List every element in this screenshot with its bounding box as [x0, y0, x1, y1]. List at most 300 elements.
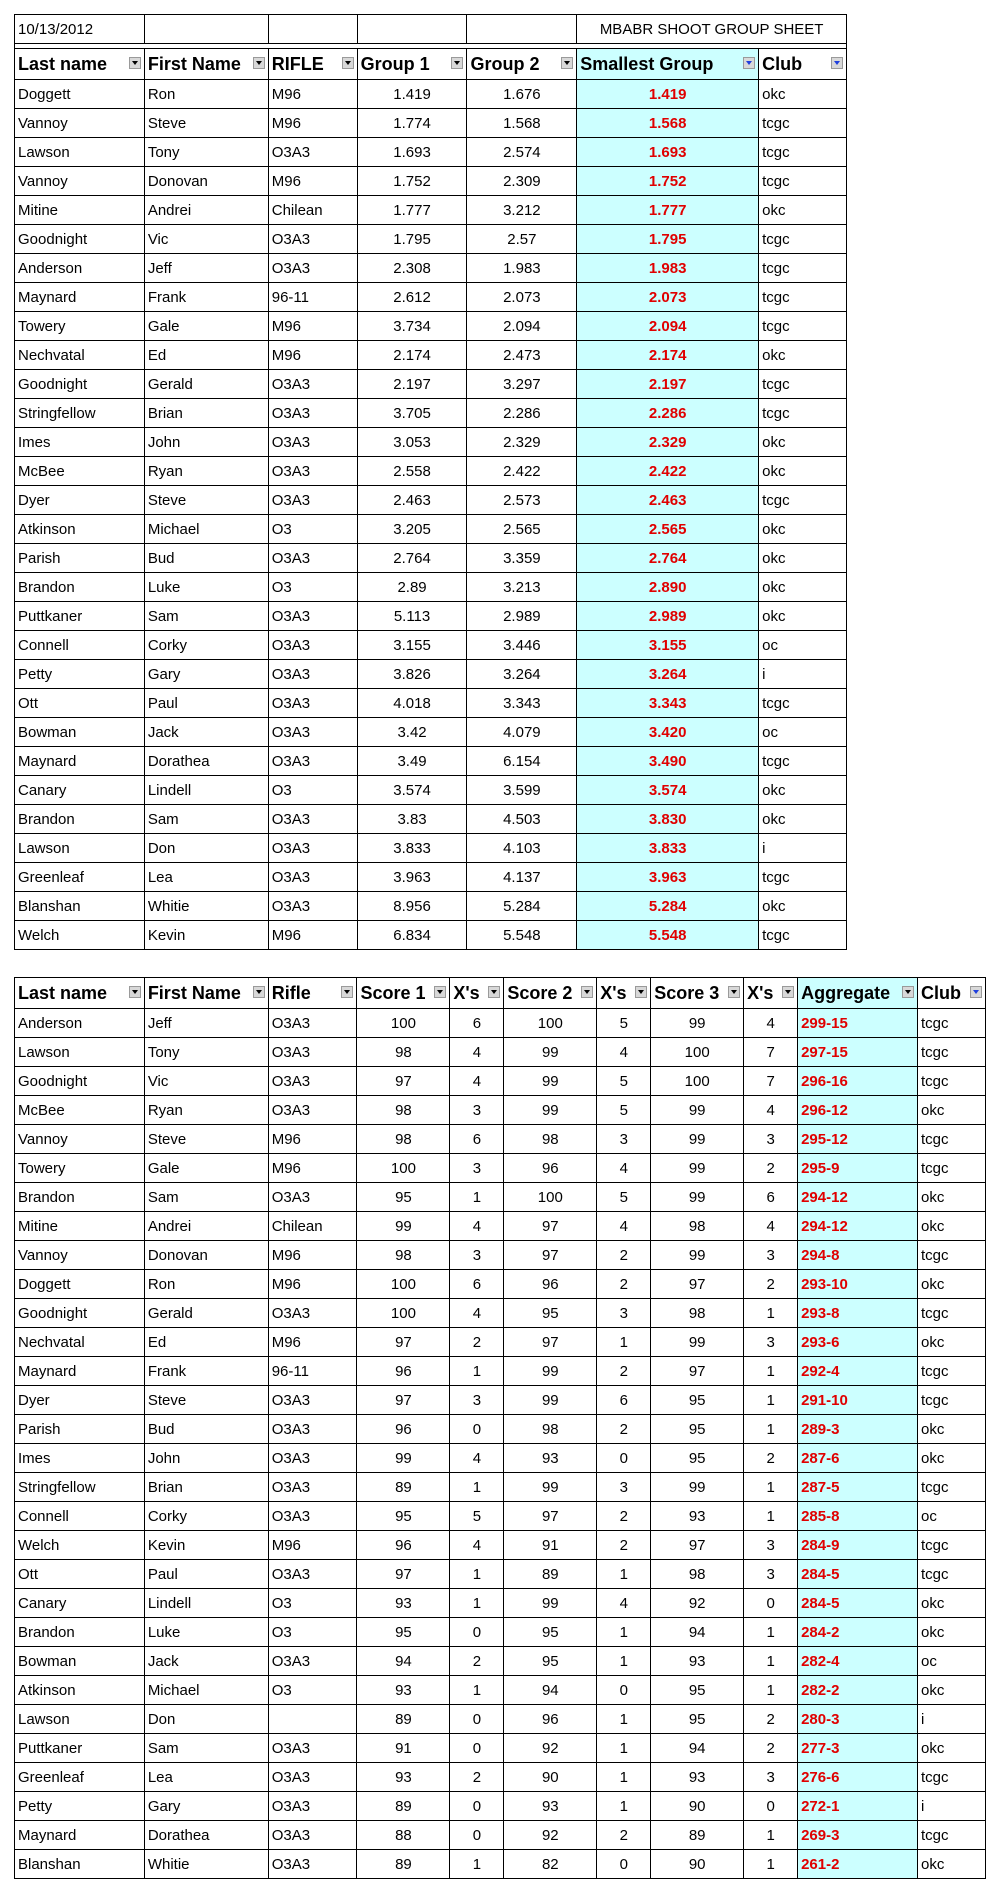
cell-club[interactable]: okc — [759, 457, 847, 486]
cell-aggregate[interactable]: 289-3 — [798, 1415, 918, 1444]
cell-smallest-group[interactable]: 2.197 — [577, 370, 759, 399]
cell-score-2[interactable]: 99 — [504, 1067, 597, 1096]
cell-last-name[interactable]: Greenleaf — [15, 863, 145, 892]
cell-last-name[interactable]: Puttkaner — [15, 1734, 145, 1763]
cell-club[interactable]: okc — [759, 544, 847, 573]
cell-xs-3[interactable]: 2 — [744, 1444, 798, 1473]
cell-rifle[interactable]: O3A3 — [268, 1415, 357, 1444]
cell-smallest-group[interactable]: 1.568 — [577, 109, 759, 138]
cell-last-name[interactable]: Maynard — [15, 1357, 145, 1386]
cell-score-2[interactable]: 97 — [504, 1502, 597, 1531]
cell-xs-3[interactable]: 2 — [744, 1734, 798, 1763]
cell-xs-3[interactable]: 2 — [744, 1270, 798, 1299]
cell-aggregate[interactable]: 284-5 — [798, 1589, 918, 1618]
cell-first-name[interactable]: Luke — [144, 1618, 268, 1647]
cell-club[interactable]: tcgc — [759, 138, 847, 167]
cell-xs-3[interactable]: 3 — [744, 1560, 798, 1589]
header-club[interactable]: Club — [917, 978, 985, 1009]
cell-aggregate[interactable]: 282-4 — [798, 1647, 918, 1676]
cell-score-2[interactable]: 82 — [504, 1850, 597, 1879]
cell-club[interactable]: tcgc — [759, 254, 847, 283]
cell-club[interactable]: tcgc — [917, 1067, 985, 1096]
cell-rifle[interactable]: O3A3 — [268, 747, 357, 776]
cell-score-3[interactable]: 100 — [651, 1067, 744, 1096]
cell-last-name[interactable]: Petty — [15, 660, 145, 689]
cell-club[interactable]: okc — [917, 1212, 985, 1241]
cell-last-name[interactable]: Lawson — [15, 834, 145, 863]
cell-xs-1[interactable]: 6 — [450, 1125, 504, 1154]
cell-aggregate[interactable]: 282-2 — [798, 1676, 918, 1705]
cell-xs-2[interactable]: 5 — [597, 1067, 651, 1096]
cell-xs-3[interactable]: 1 — [744, 1415, 798, 1444]
cell-club[interactable]: okc — [759, 341, 847, 370]
cell-rifle[interactable]: O3A3 — [268, 602, 357, 631]
cell-rifle[interactable]: O3A3 — [268, 1792, 357, 1821]
cell-club[interactable]: okc — [917, 1444, 985, 1473]
cell-first-name[interactable]: Lea — [144, 863, 268, 892]
cell-last-name[interactable]: Towery — [15, 312, 145, 341]
cell-aggregate[interactable]: 284-2 — [798, 1618, 918, 1647]
cell-smallest-group[interactable]: 1.795 — [577, 225, 759, 254]
cell-smallest-group[interactable]: 3.963 — [577, 863, 759, 892]
cell-rifle[interactable]: M96 — [268, 1270, 357, 1299]
cell-xs-3[interactable]: 3 — [744, 1125, 798, 1154]
cell-first-name[interactable]: Corky — [144, 1502, 268, 1531]
cell-xs-2[interactable]: 2 — [597, 1357, 651, 1386]
cell-last-name[interactable]: Imes — [15, 1444, 145, 1473]
cell-first-name[interactable]: Steve — [144, 486, 268, 515]
cell-last-name[interactable]: Goodnight — [15, 370, 145, 399]
cell-rifle[interactable]: O3A3 — [268, 1473, 357, 1502]
cell-xs-2[interactable]: 2 — [597, 1270, 651, 1299]
cell-xs-1[interactable]: 4 — [450, 1038, 504, 1067]
cell-first-name[interactable]: Corky — [144, 631, 268, 660]
cell-score-3[interactable]: 98 — [651, 1212, 744, 1241]
cell-rifle[interactable]: 96-11 — [268, 283, 357, 312]
cell-smallest-group[interactable]: 2.463 — [577, 486, 759, 515]
cell-club[interactable]: tcgc — [759, 283, 847, 312]
cell-score-3[interactable]: 97 — [651, 1270, 744, 1299]
cell-xs-1[interactable]: 1 — [450, 1473, 504, 1502]
cell-xs-1[interactable]: 1 — [450, 1589, 504, 1618]
cell-group-1[interactable]: 3.83 — [357, 805, 467, 834]
cell-rifle[interactable]: O3 — [268, 515, 357, 544]
cell-rifle[interactable]: O3A3 — [268, 805, 357, 834]
cell-first-name[interactable]: Ed — [144, 1328, 268, 1357]
header-score-1[interactable]: Score 1 — [357, 978, 450, 1009]
cell-score-3[interactable]: 98 — [651, 1299, 744, 1328]
cell-score-3[interactable]: 99 — [651, 1125, 744, 1154]
cell-xs-3[interactable]: 3 — [744, 1763, 798, 1792]
cell-score-1[interactable]: 89 — [357, 1850, 450, 1879]
cell-xs-2[interactable]: 1 — [597, 1763, 651, 1792]
cell-smallest-group[interactable]: 3.830 — [577, 805, 759, 834]
filter-dropdown-icon[interactable] — [635, 986, 647, 998]
cell-group-1[interactable]: 1.777 — [357, 196, 467, 225]
cell-first-name[interactable]: Steve — [144, 1386, 268, 1415]
cell-aggregate[interactable]: 287-5 — [798, 1473, 918, 1502]
cell-xs-1[interactable]: 3 — [450, 1241, 504, 1270]
cell-score-2[interactable]: 96 — [504, 1705, 597, 1734]
cell-smallest-group[interactable]: 3.574 — [577, 776, 759, 805]
cell-first-name[interactable]: Sam — [144, 602, 268, 631]
cell-first-name[interactable]: Sam — [144, 1734, 268, 1763]
cell-rifle[interactable]: O3A3 — [268, 457, 357, 486]
cell-score-3[interactable]: 95 — [651, 1386, 744, 1415]
cell-first-name[interactable]: Sam — [144, 1183, 268, 1212]
cell-xs-1[interactable]: 2 — [450, 1328, 504, 1357]
cell-group-2[interactable]: 2.286 — [467, 399, 577, 428]
cell-rifle[interactable]: O3 — [268, 776, 357, 805]
filter-dropdown-icon[interactable] — [129, 986, 141, 998]
cell-score-1[interactable]: 95 — [357, 1502, 450, 1531]
cell-first-name[interactable]: Ed — [144, 341, 268, 370]
cell-group-2[interactable]: 3.297 — [467, 370, 577, 399]
cell-rifle[interactable]: O3A3 — [268, 863, 357, 892]
cell-score-1[interactable]: 100 — [357, 1154, 450, 1183]
cell-group-1[interactable]: 1.419 — [357, 80, 467, 109]
cell-score-1[interactable]: 99 — [357, 1212, 450, 1241]
cell-last-name[interactable]: Welch — [15, 921, 145, 950]
cell-first-name[interactable]: Paul — [144, 1560, 268, 1589]
cell-group-2[interactable]: 2.422 — [467, 457, 577, 486]
cell-first-name[interactable]: John — [144, 428, 268, 457]
cell-club[interactable]: okc — [759, 573, 847, 602]
cell-rifle[interactable]: M96 — [268, 1241, 357, 1270]
cell-group-1[interactable]: 2.463 — [357, 486, 467, 515]
cell-group-1[interactable]: 3.826 — [357, 660, 467, 689]
cell-last-name[interactable]: Mitine — [15, 1212, 145, 1241]
cell-xs-3[interactable]: 3 — [744, 1531, 798, 1560]
cell-score-2[interactable]: 99 — [504, 1357, 597, 1386]
cell-xs-3[interactable]: 4 — [744, 1009, 798, 1038]
cell-aggregate[interactable]: 272-1 — [798, 1792, 918, 1821]
cell-aggregate[interactable]: 284-5 — [798, 1560, 918, 1589]
cell-rifle[interactable]: M96 — [268, 109, 357, 138]
cell-club[interactable]: i — [917, 1792, 985, 1821]
cell-club[interactable]: okc — [759, 515, 847, 544]
cell-score-1[interactable]: 93 — [357, 1676, 450, 1705]
cell-group-2[interactable]: 1.568 — [467, 109, 577, 138]
cell-smallest-group[interactable]: 2.073 — [577, 283, 759, 312]
cell-last-name[interactable]: Towery — [15, 1154, 145, 1183]
cell-last-name[interactable]: Anderson — [15, 254, 145, 283]
cell-rifle[interactable]: O3A3 — [268, 254, 357, 283]
cell-last-name[interactable]: Stringfellow — [15, 1473, 145, 1502]
cell-first-name[interactable]: Sam — [144, 805, 268, 834]
cell-xs-1[interactable]: 1 — [450, 1560, 504, 1589]
cell-score-3[interactable]: 92 — [651, 1589, 744, 1618]
cell-last-name[interactable]: Vannoy — [15, 1125, 145, 1154]
cell-score-3[interactable]: 99 — [651, 1154, 744, 1183]
cell-first-name[interactable]: Ryan — [144, 457, 268, 486]
cell-smallest-group[interactable]: 3.490 — [577, 747, 759, 776]
cell-group-2[interactable]: 2.57 — [467, 225, 577, 254]
cell-group-2[interactable]: 3.213 — [467, 573, 577, 602]
cell-xs-1[interactable]: 4 — [450, 1444, 504, 1473]
cell-xs-1[interactable]: 4 — [450, 1299, 504, 1328]
cell-xs-2[interactable]: 5 — [597, 1096, 651, 1125]
sort-filter-active-icon[interactable] — [743, 57, 755, 69]
cell-first-name[interactable]: Gerald — [144, 1299, 268, 1328]
cell-club[interactable]: okc — [759, 892, 847, 921]
cell-last-name[interactable]: Welch — [15, 1531, 145, 1560]
cell-last-name[interactable]: Canary — [15, 1589, 145, 1618]
cell-score-2[interactable]: 98 — [504, 1125, 597, 1154]
cell-xs-2[interactable]: 3 — [597, 1125, 651, 1154]
cell-group-1[interactable]: 4.018 — [357, 689, 467, 718]
cell-group-1[interactable]: 2.558 — [357, 457, 467, 486]
header-first-name[interactable]: First Name — [144, 978, 268, 1009]
cell-club[interactable]: okc — [759, 602, 847, 631]
cell-score-3[interactable]: 95 — [651, 1415, 744, 1444]
cell-xs-2[interactable]: 2 — [597, 1531, 651, 1560]
cell-score-1[interactable]: 93 — [357, 1589, 450, 1618]
cell-group-2[interactable]: 2.094 — [467, 312, 577, 341]
cell-last-name[interactable]: Canary — [15, 776, 145, 805]
cell-smallest-group[interactable]: 2.764 — [577, 544, 759, 573]
cell-xs-3[interactable]: 1 — [744, 1850, 798, 1879]
cell-last-name[interactable]: Atkinson — [15, 515, 145, 544]
cell-smallest-group[interactable]: 3.420 — [577, 718, 759, 747]
cell-first-name[interactable]: Gerald — [144, 370, 268, 399]
cell-group-2[interactable]: 4.079 — [467, 718, 577, 747]
cell-score-2[interactable]: 93 — [504, 1444, 597, 1473]
cell-rifle[interactable]: O3A3 — [268, 1850, 357, 1879]
header-smallest-group[interactable]: Smallest Group — [577, 49, 759, 80]
cell-club[interactable]: tcgc — [759, 370, 847, 399]
cell-smallest-group[interactable]: 2.329 — [577, 428, 759, 457]
cell-club[interactable]: okc — [917, 1270, 985, 1299]
cell-first-name[interactable]: Gary — [144, 1792, 268, 1821]
cell-rifle[interactable]: Chilean — [268, 1212, 357, 1241]
cell-xs-1[interactable]: 3 — [450, 1386, 504, 1415]
cell-group-2[interactable]: 2.073 — [467, 283, 577, 312]
cell-first-name[interactable]: Paul — [144, 689, 268, 718]
cell-rifle[interactable]: M96 — [268, 1154, 357, 1183]
cell-first-name[interactable]: Bud — [144, 1415, 268, 1444]
cell-group-1[interactable]: 6.834 — [357, 921, 467, 950]
cell-group-2[interactable]: 3.359 — [467, 544, 577, 573]
cell-last-name[interactable]: Goodnight — [15, 1299, 145, 1328]
cell-score-2[interactable]: 100 — [504, 1009, 597, 1038]
header-score-2[interactable]: Score 2 — [504, 978, 597, 1009]
filter-dropdown-icon[interactable] — [129, 57, 141, 69]
cell-club[interactable]: okc — [759, 80, 847, 109]
filter-dropdown-icon[interactable] — [434, 986, 446, 998]
cell-group-1[interactable]: 1.693 — [357, 138, 467, 167]
cell-smallest-group[interactable]: 5.284 — [577, 892, 759, 921]
cell-last-name[interactable]: Maynard — [15, 1821, 145, 1850]
cell-xs-2[interactable]: 0 — [597, 1850, 651, 1879]
cell-xs-1[interactable]: 4 — [450, 1067, 504, 1096]
cell-score-3[interactable]: 97 — [651, 1531, 744, 1560]
cell-last-name[interactable]: Atkinson — [15, 1676, 145, 1705]
cell-xs-1[interactable]: 3 — [450, 1096, 504, 1125]
cell-first-name[interactable]: Frank — [144, 1357, 268, 1386]
cell-first-name[interactable]: Don — [144, 834, 268, 863]
cell-xs-3[interactable]: 7 — [744, 1038, 798, 1067]
cell-group-1[interactable]: 3.42 — [357, 718, 467, 747]
cell-rifle[interactable]: O3A3 — [268, 544, 357, 573]
cell-xs-3[interactable]: 1 — [744, 1357, 798, 1386]
filter-dropdown-icon[interactable] — [581, 986, 593, 998]
cell-aggregate[interactable]: 291-10 — [798, 1386, 918, 1415]
cell-first-name[interactable]: Gale — [144, 312, 268, 341]
cell-xs-3[interactable]: 1 — [744, 1386, 798, 1415]
cell-rifle[interactable]: O3A3 — [268, 718, 357, 747]
cell-last-name[interactable]: Petty — [15, 1792, 145, 1821]
cell-first-name[interactable]: Jeff — [144, 254, 268, 283]
cell-group-1[interactable]: 5.113 — [357, 602, 467, 631]
cell-first-name[interactable]: Lea — [144, 1763, 268, 1792]
cell-club[interactable]: tcgc — [759, 863, 847, 892]
cell-group-1[interactable]: 2.308 — [357, 254, 467, 283]
cell-group-1[interactable]: 1.795 — [357, 225, 467, 254]
cell-xs-1[interactable]: 5 — [450, 1502, 504, 1531]
cell-xs-2[interactable]: 2 — [597, 1821, 651, 1850]
cell-smallest-group[interactable]: 3.833 — [577, 834, 759, 863]
cell-group-2[interactable]: 3.264 — [467, 660, 577, 689]
cell-score-2[interactable]: 98 — [504, 1415, 597, 1444]
cell-last-name[interactable]: Goodnight — [15, 1067, 145, 1096]
cell-aggregate[interactable]: 295-9 — [798, 1154, 918, 1183]
cell-score-1[interactable]: 98 — [357, 1125, 450, 1154]
cell-last-name[interactable]: Stringfellow — [15, 399, 145, 428]
cell-first-name[interactable]: Whitie — [144, 1850, 268, 1879]
header-rifle[interactable]: Rifle — [268, 978, 357, 1009]
cell-club[interactable]: tcgc — [917, 1763, 985, 1792]
cell-group-1[interactable]: 3.49 — [357, 747, 467, 776]
cell-xs-1[interactable]: 4 — [450, 1531, 504, 1560]
cell-rifle[interactable]: O3A3 — [268, 1299, 357, 1328]
cell-rifle[interactable]: O3 — [268, 1589, 357, 1618]
cell-rifle[interactable]: O3A3 — [268, 631, 357, 660]
cell-xs-3[interactable]: 0 — [744, 1589, 798, 1618]
cell-first-name[interactable]: Jack — [144, 718, 268, 747]
cell-score-3[interactable]: 90 — [651, 1850, 744, 1879]
cell-xs-3[interactable]: 0 — [744, 1792, 798, 1821]
cell-score-2[interactable]: 99 — [504, 1096, 597, 1125]
cell-score-1[interactable]: 97 — [357, 1067, 450, 1096]
cell-score-3[interactable]: 93 — [651, 1763, 744, 1792]
cell-score-1[interactable]: 100 — [357, 1270, 450, 1299]
cell-last-name[interactable]: Blanshan — [15, 892, 145, 921]
filter-dropdown-icon[interactable] — [341, 986, 353, 998]
cell-rifle[interactable]: O3A3 — [268, 1444, 357, 1473]
cell-group-1[interactable]: 3.574 — [357, 776, 467, 805]
cell-last-name[interactable]: Brandon — [15, 1618, 145, 1647]
cell-score-2[interactable]: 99 — [504, 1589, 597, 1618]
header-club[interactable]: Club — [759, 49, 847, 80]
cell-group-1[interactable]: 2.197 — [357, 370, 467, 399]
cell-score-2[interactable]: 95 — [504, 1647, 597, 1676]
cell-first-name[interactable]: Vic — [144, 225, 268, 254]
cell-xs-2[interactable]: 4 — [597, 1589, 651, 1618]
cell-smallest-group[interactable]: 3.155 — [577, 631, 759, 660]
cell-rifle[interactable] — [268, 1705, 357, 1734]
cell-xs-2[interactable]: 1 — [597, 1618, 651, 1647]
cell-first-name[interactable]: Michael — [144, 1676, 268, 1705]
cell-aggregate[interactable]: 294-12 — [798, 1212, 918, 1241]
cell-club[interactable]: okc — [759, 805, 847, 834]
cell-score-1[interactable]: 98 — [357, 1241, 450, 1270]
cell-xs-1[interactable]: 4 — [450, 1212, 504, 1241]
cell-xs-3[interactable]: 1 — [744, 1647, 798, 1676]
cell-aggregate[interactable]: 261-2 — [798, 1850, 918, 1879]
cell-club[interactable]: tcgc — [917, 1038, 985, 1067]
cell-club[interactable]: tcgc — [917, 1154, 985, 1183]
cell-club[interactable]: tcgc — [759, 921, 847, 950]
cell-rifle[interactable]: O3 — [268, 1618, 357, 1647]
cell-group-1[interactable]: 3.705 — [357, 399, 467, 428]
cell-score-2[interactable]: 97 — [504, 1328, 597, 1357]
header-xs-2[interactable]: X's — [597, 978, 651, 1009]
cell-score-2[interactable]: 99 — [504, 1473, 597, 1502]
cell-first-name[interactable]: Ron — [144, 1270, 268, 1299]
cell-club[interactable]: i — [759, 834, 847, 863]
cell-club[interactable]: tcgc — [759, 486, 847, 515]
cell-rifle[interactable]: O3A3 — [268, 1096, 357, 1125]
cell-first-name[interactable]: Andrei — [144, 196, 268, 225]
cell-xs-2[interactable]: 4 — [597, 1212, 651, 1241]
cell-smallest-group[interactable]: 1.693 — [577, 138, 759, 167]
cell-xs-2[interactable]: 1 — [597, 1734, 651, 1763]
cell-aggregate[interactable]: 293-8 — [798, 1299, 918, 1328]
cell-score-1[interactable]: 97 — [357, 1386, 450, 1415]
cell-last-name[interactable]: Imes — [15, 428, 145, 457]
cell-score-1[interactable]: 96 — [357, 1415, 450, 1444]
cell-first-name[interactable]: Brian — [144, 399, 268, 428]
cell-first-name[interactable]: Lindell — [144, 776, 268, 805]
cell-smallest-group[interactable]: 1.419 — [577, 80, 759, 109]
cell-score-3[interactable]: 94 — [651, 1734, 744, 1763]
cell-first-name[interactable]: Gary — [144, 660, 268, 689]
cell-xs-1[interactable]: 0 — [450, 1734, 504, 1763]
cell-club[interactable]: okc — [917, 1096, 985, 1125]
cell-score-2[interactable]: 99 — [504, 1038, 597, 1067]
cell-club[interactable]: tcgc — [759, 225, 847, 254]
cell-first-name[interactable]: Dorathea — [144, 747, 268, 776]
cell-smallest-group[interactable]: 2.565 — [577, 515, 759, 544]
cell-smallest-group[interactable]: 2.286 — [577, 399, 759, 428]
cell-smallest-group[interactable]: 2.989 — [577, 602, 759, 631]
cell-aggregate[interactable]: 280-3 — [798, 1705, 918, 1734]
cell-xs-3[interactable]: 3 — [744, 1328, 798, 1357]
cell-last-name[interactable]: Blanshan — [15, 1850, 145, 1879]
cell-xs-2[interactable]: 5 — [597, 1009, 651, 1038]
cell-club[interactable]: tcgc — [759, 312, 847, 341]
cell-rifle[interactable]: O3A3 — [268, 834, 357, 863]
cell-group-2[interactable]: 4.137 — [467, 863, 577, 892]
cell-score-2[interactable]: 97 — [504, 1241, 597, 1270]
cell-last-name[interactable]: Connell — [15, 1502, 145, 1531]
cell-first-name[interactable]: Andrei — [144, 1212, 268, 1241]
cell-score-3[interactable]: 93 — [651, 1502, 744, 1531]
cell-club[interactable]: tcgc — [917, 1473, 985, 1502]
cell-last-name[interactable]: Connell — [15, 631, 145, 660]
cell-aggregate[interactable]: 277-3 — [798, 1734, 918, 1763]
cell-rifle[interactable]: O3A3 — [268, 660, 357, 689]
cell-score-2[interactable]: 90 — [504, 1763, 597, 1792]
cell-smallest-group[interactable]: 3.343 — [577, 689, 759, 718]
cell-club[interactable]: oc — [917, 1502, 985, 1531]
cell-score-2[interactable]: 95 — [504, 1299, 597, 1328]
cell-xs-1[interactable]: 2 — [450, 1647, 504, 1676]
cell-score-2[interactable]: 92 — [504, 1734, 597, 1763]
sort-filter-active-icon[interactable] — [831, 57, 843, 69]
cell-xs-1[interactable]: 2 — [450, 1763, 504, 1792]
